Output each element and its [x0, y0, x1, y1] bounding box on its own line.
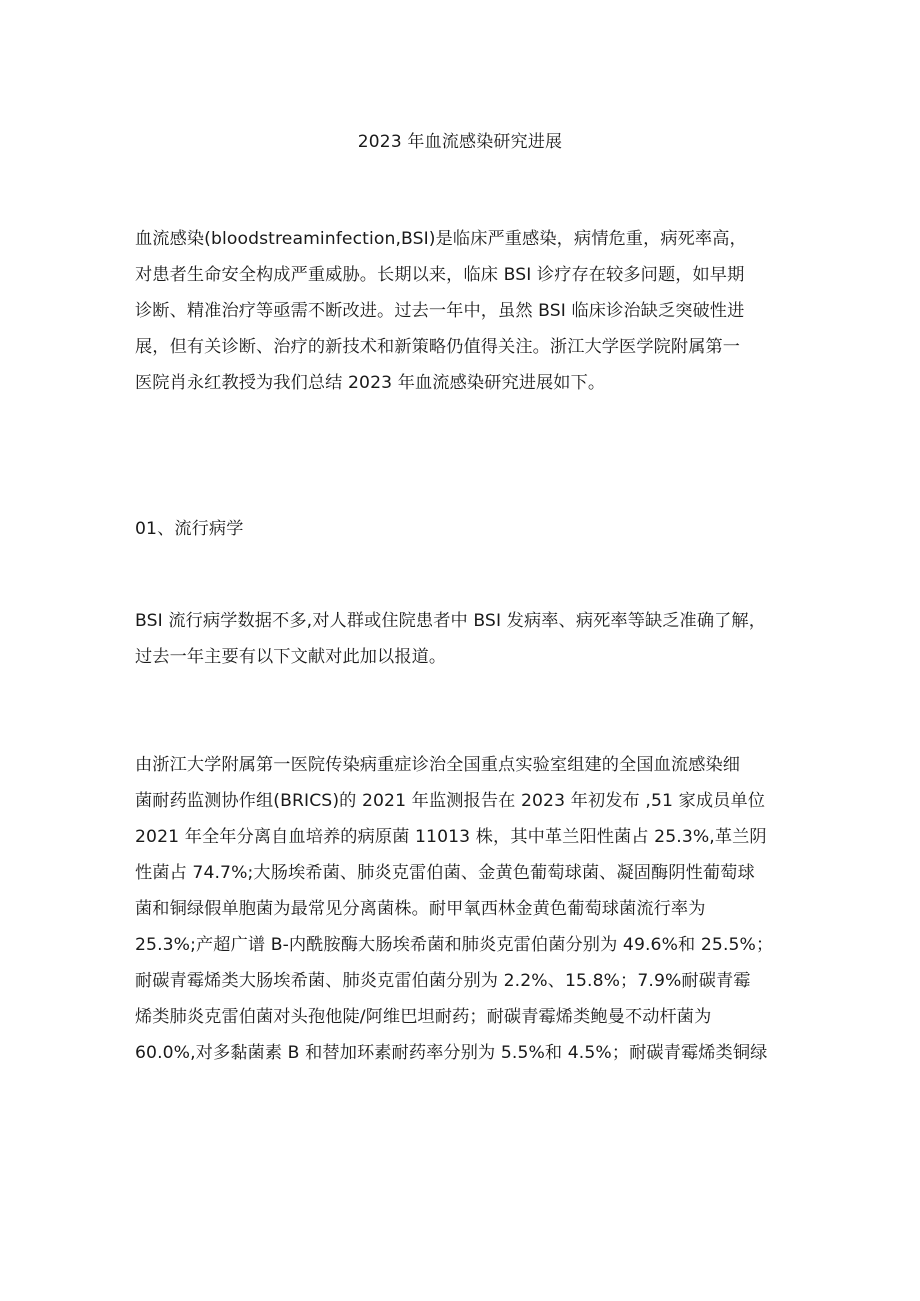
- text-line: 耐碳青霉烯类大肠埃希菌、肺炎克雷伯菌分别为 2.2%、15.8%；7.9%耐碳青霉: [135, 971, 751, 991]
- text-line: 25.3%;产超广谱 B-内酰胺酶大肠埃希菌和肺炎克雷伯菌分别为 49.6%和 25.5%；: [135, 935, 774, 955]
- brics-report-paragraph: [135, 747, 795, 1071]
- text-line: 展，但有关诊断、治疗的新技术和新策略仍值得关注。浙江大学医学院附属第一: [135, 337, 741, 357]
- text-line: 血流感染(bloodstreaminfection,BSI)是临床严重感染，病情危重，病死率高，: [135, 229, 747, 249]
- section-heading-epidemiology: [135, 511, 795, 547]
- text-line: 烯类肺炎克雷伯菌对头孢他陡/阿维巴坦耐药；耐碳青霉烯类鲍曼不动杆菌为: [135, 1007, 712, 1027]
- section-heading-text: 01、流行病学: [135, 519, 244, 539]
- intro-paragraph: [135, 221, 795, 401]
- text-line: BSI 流行病学数据不多,对人群或住院患者中 BSI 发病率、病死率等缺乏准确了解，: [135, 611, 766, 631]
- text-line: 60.0%,对多黏菌素 B 和替加环素耐药率分别为 5.5%和 4.5%；耐碳青霉烯类铜绿: [135, 1043, 768, 1063]
- text-line: 2021 年全年分离自血培养的病原菌 11013 株，其中革兰阳性菌占 25.3%,革兰阴: [135, 827, 767, 847]
- text-line: 过去一年主要有以下文献对此加以报道。: [135, 647, 447, 667]
- text-line: 菌耐药监测协作组(BRICS)的 2021 年监测报告在 2023 年初发布 ,51 家成员单位: [135, 791, 766, 811]
- text-line: 菌和铜绿假单胞菌为最常见分离菌株。耐甲氧西林金黄色葡萄球菌流行率为: [135, 899, 706, 919]
- text-line: 医院肖永红教授为我们总结 2023 年血流感染研究进展如下。: [135, 373, 606, 393]
- document-title: 2023 年血流感染研究进展: [357, 132, 563, 152]
- text-line: 诊断、精准治疗等亟需不断改进。过去一年中，虽然 BSI 临床诊治缺乏突破性进: [135, 301, 745, 321]
- text-line: 性菌占 74.7%;大肠埃希菌、肺炎克雷伯菌、金黄色葡萄球菌、凝固酶阴性葡萄球: [135, 863, 755, 883]
- text-line: 由浙江大学附属第一医院传染病重症诊治全国重点实验室组建的全国血流感染细: [135, 755, 741, 775]
- epidemiology-intro-paragraph: [135, 603, 795, 675]
- text-line: 对患者生命安全构成严重威胁。长期以来，临床 BSI 诊疗存在较多问题，如早期: [135, 265, 745, 285]
